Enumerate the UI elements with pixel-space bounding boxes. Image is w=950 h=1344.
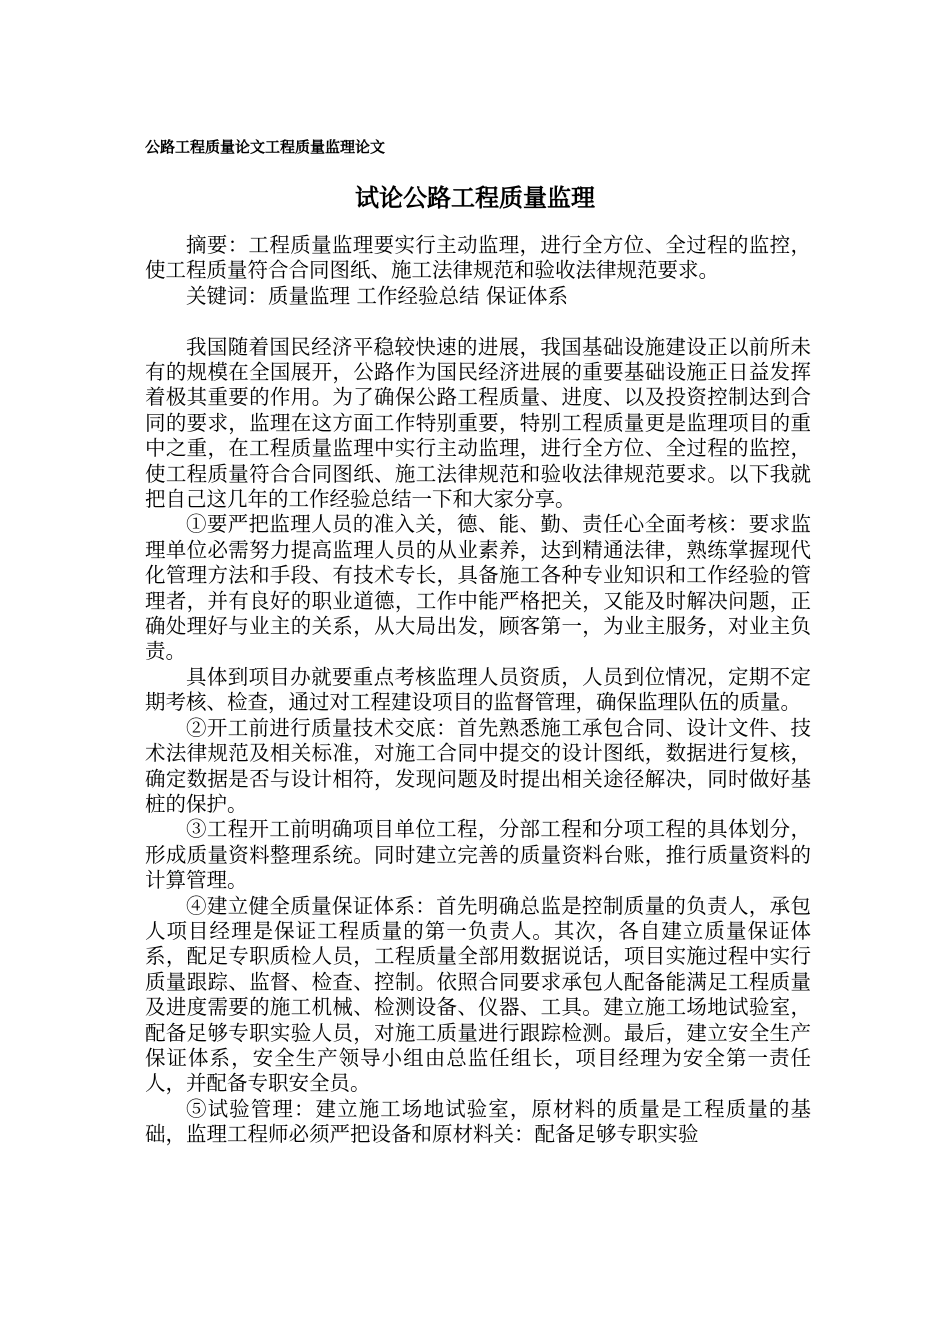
body-paragraph-2: ②开工前进行质量技术交底：首先熟悉施工承包合同、设计文件、技术法律规范及相关标准，对施工合同中提交的设计图纸，数据进行复核，确定数据是否与设计相符，发现问题及时提出相关途径解决，同时做好基桩的保护。 (145, 715, 811, 816)
keywords-paragraph: 关键词：质量监理 工作经验总结 保证体系 (186, 283, 569, 308)
document-header: 公路工程质量论文工程质量监理论文 (145, 138, 386, 156)
body-paragraph-project: 具体到项目办就要重点考核监理人员资质，人员到位情况，定期不定期考核、检查，通过对工程建设项目的监督管理，确保监理队伍的质量。 (145, 664, 811, 715)
document-body (145, 233, 811, 1148)
paragraph-spacer (145, 309, 811, 334)
document-title: 试论公路工程质量监理 (355, 184, 595, 212)
body-paragraph-intro: 我国随着国民经济平稳较快速的进展，我国基础设施建设正以前所未有的规模在全国展开，公路作为国民经济进展的重要基础设施正日益发挥着极其重要的作用。为了确保公路工程质量、进度、以及投资控制达到合同的要求，监理在这方面工作特别重要，特别工程质量更是监理项目的重中之重，在工程质量监理中实行主动监理，进行全方位、全过程的监控，使工程质量符合合同图纸、施工法律规范和验收法律规范要求。以下我就把自己这几年的工作经验总结一下和大家分享。 (145, 334, 811, 512)
body-paragraph-4: ④建立健全质量保证体系：首先明确总监是控制质量的负责人，承包人项目经理是保证工程质量的第一负责人。其次，各自建立质量保证体系，配足专职质检人员，工程质量全部用数据说话，项目实施过程中实行质量跟踪、监督、检查、控制。依照合同要求承包人配备能满足工程质量及进度需要的施工机械、检测设备、仪器、工具。建立施工场地试验室，配备足够专职实验人员，对施工质量进行跟踪检测。最后，建立安全生产保证体系，安全生产领导小组由总监任组长，项目经理为安全第一责任人，并配备专职安全员。 (145, 893, 811, 1096)
abstract-paragraph: 摘要：工程质量监理要实行主动监理，进行全方位、全过程的监控，使工程质量符合合同图纸、施工法律规范和验收法律规范要求。 (145, 233, 811, 283)
body-paragraph-5: ⑤试验管理：建立施工场地试验室，原材料的质量是工程质量的基础，监理工程师必须严把设备和原材料关：配备足够专职实验 (145, 1096, 811, 1147)
body-paragraph-1: ①要严把监理人员的准入关，德、能、勤、责任心全面考核：要求监理单位必需努力提高监理人员的从业素养，达到精通法律，熟练掌握现代化管理方法和手段、有技术专长，具备施工各种专业知识和工作经验的管理者，并有良好的职业道德，工作中能严格把关，又能及时解决问题，正确处理好与业主的关系，从大局出发，顾客第一，为业主服务，对业主负责。 (145, 512, 811, 664)
body-paragraph-3: ③工程开工前明确项目单位工程，分部工程和分项工程的具体划分，形成质量资料整理系统。同时建立完善的质量资料台账，推行质量资料的计算管理。 (145, 817, 811, 893)
